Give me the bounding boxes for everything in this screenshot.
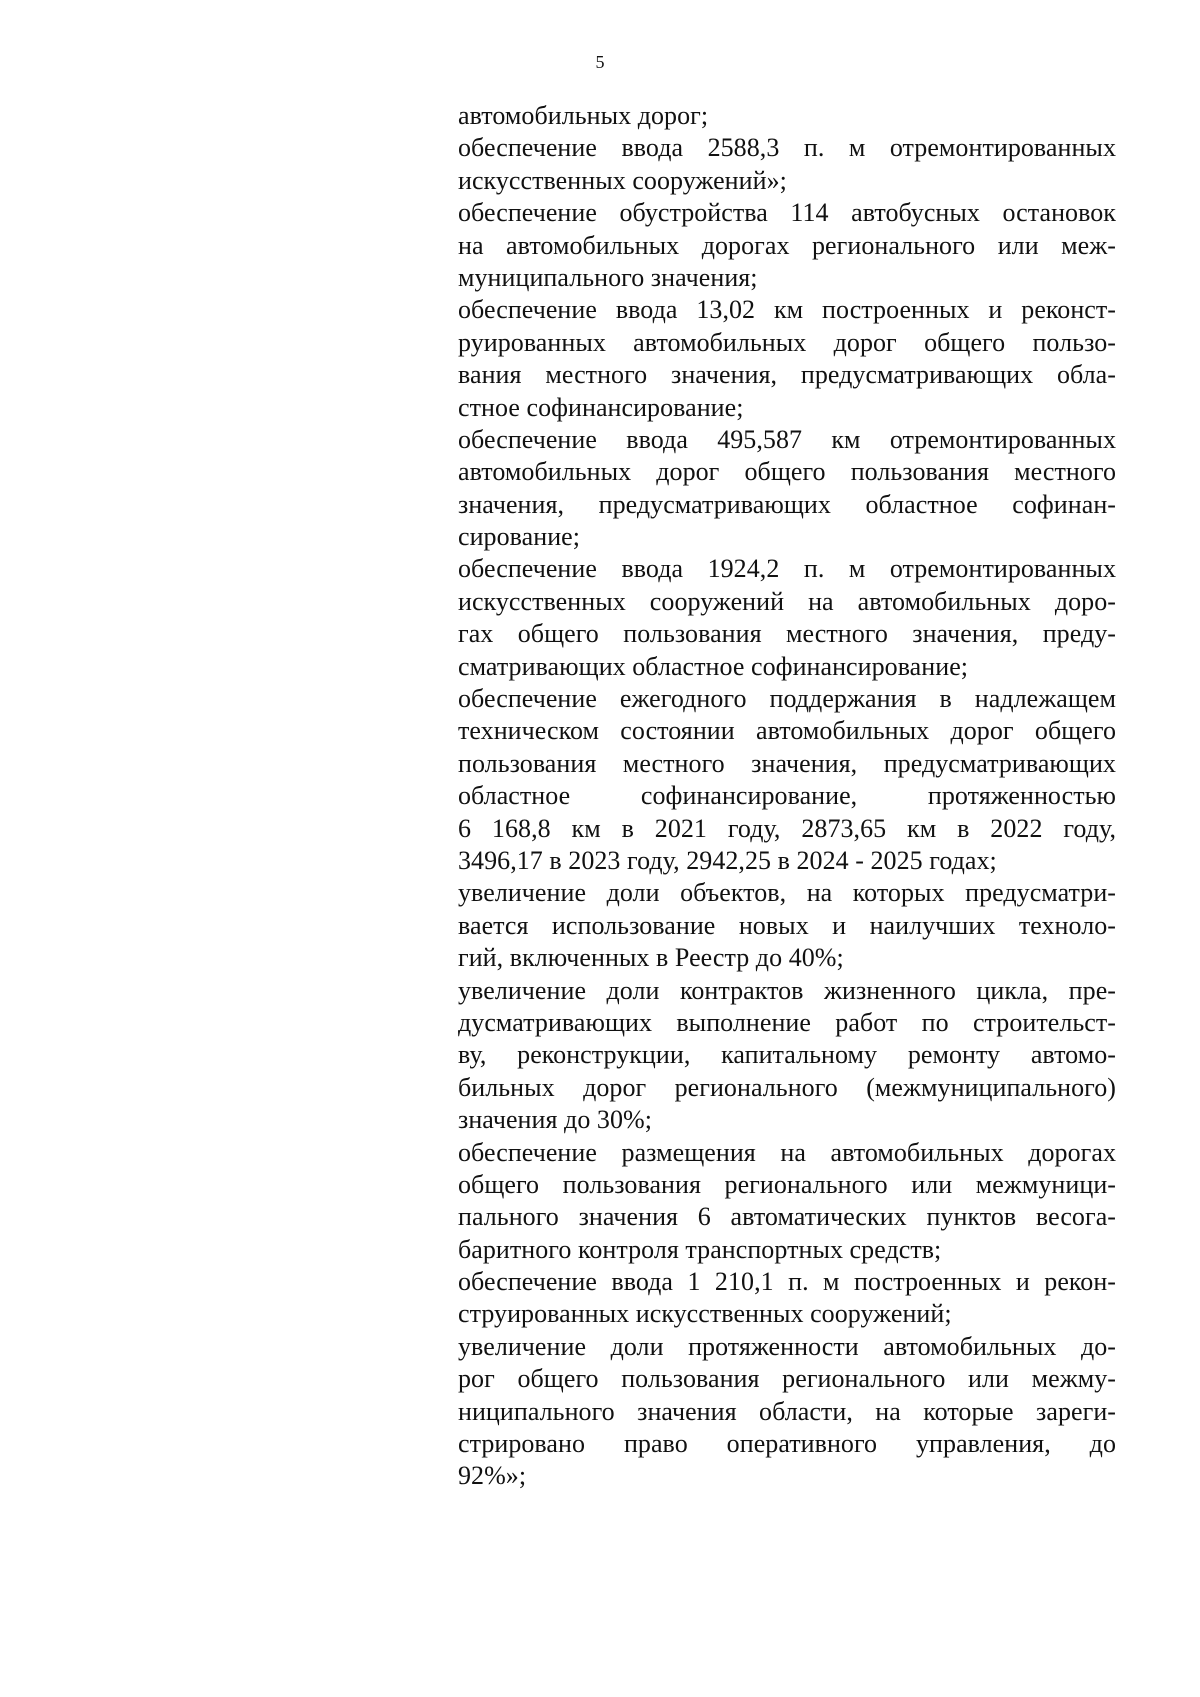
text-line: баритного контроля транспортных средств; — [458, 1234, 942, 1264]
text-line: значения, предусматривающих областное софинан- — [458, 489, 1116, 519]
paragraph — [458, 1331, 1116, 1493]
paragraph — [458, 132, 1116, 197]
paragraph — [458, 197, 1116, 294]
page-number: 5 — [595, 52, 605, 72]
text-line: ву, реконструкции, капитальному ремонту автомо- — [458, 1040, 1116, 1070]
text-line: обеспечение ежегодного поддержания в надлежащем — [458, 684, 1116, 714]
text-line: гах общего пользования местного значения, преду- — [458, 619, 1116, 649]
text-line: гий, включенных в Реестр до 40%; — [458, 943, 844, 973]
text-line: ниципального значения области, на которые зареги- — [458, 1396, 1116, 1426]
text-line: увеличение доли протяженности автомобильных до- — [458, 1331, 1116, 1361]
paragraph — [458, 294, 1116, 424]
paragraph — [458, 1266, 1116, 1331]
text-line: 3496,17 в 2023 году, 2942,25 в 2024 - 2025 годах; — [458, 845, 997, 875]
text-line: увеличение доли объектов, на которых предусматри- — [458, 878, 1116, 908]
paragraph — [458, 683, 1116, 877]
text-line: стное софинансирование; — [458, 392, 744, 422]
document-body — [458, 100, 1116, 1493]
text-line: на автомобильных дорогах регионального или меж- — [458, 230, 1116, 260]
paragraph — [458, 100, 1116, 132]
paragraph — [458, 1137, 1116, 1267]
text-line: обеспечение ввода 495,587 км отремонтированных — [458, 424, 1116, 454]
text-line: обеспечение ввода 13,02 км построенных и реконст- — [458, 295, 1116, 325]
text-line: обеспечение обустройства 114 автобусных остановок — [458, 198, 1116, 228]
text-line: 92%»; — [458, 1461, 527, 1491]
text-line: обеспечение ввода 1 210,1 п. м построенных и рекон- — [458, 1267, 1116, 1297]
text-line: искусственных сооружений»; — [458, 165, 787, 195]
text-line: значения до 30%; — [458, 1105, 652, 1135]
text-line: бильных дорог регионального (межмуниципального) — [458, 1072, 1116, 1102]
text-line: сматривающих областное софинансирование; — [458, 651, 969, 681]
text-line: искусственных сооружений на автомобильных доро- — [458, 586, 1116, 616]
text-line: руированных автомобильных дорог общего пользо- — [458, 327, 1116, 357]
text-line: вания местного значения, предусматривающих обла- — [458, 360, 1116, 390]
text-line: рог общего пользования регионального или межму- — [458, 1364, 1116, 1394]
text-line: струированных искусственных сооружений; — [458, 1299, 952, 1329]
text-line: автомобильных дорог; — [458, 101, 709, 130]
text-line: увеличение доли контрактов жизненного цикла, пре- — [458, 975, 1116, 1005]
text-line: 6 168,8 км в 2021 году, 2873,65 км в 2022 году, — [458, 813, 1116, 843]
text-line: общего пользования регионального или межмуници- — [458, 1169, 1116, 1199]
text-line: сирование; — [458, 522, 581, 552]
text-line: дусматривающих выполнение работ по строительст- — [458, 1007, 1116, 1037]
text-line: пального значения 6 автоматических пунктов весога- — [458, 1202, 1116, 1232]
paragraph — [458, 553, 1116, 683]
paragraph — [458, 975, 1116, 1137]
text-line: муниципального значения; — [458, 262, 758, 292]
paragraph — [458, 877, 1116, 974]
text-line: обеспечение ввода 2588,3 п. м отремонтированных — [458, 133, 1116, 163]
text-line: автомобильных дорог общего пользования местного — [458, 457, 1116, 487]
text-line: обеспечение размещения на автомобильных дорогах — [458, 1137, 1116, 1167]
paragraph — [458, 424, 1116, 554]
text-line: областное софинансирование, протяженностью — [458, 781, 1116, 811]
text-line: стрировано право оперативного управления, до — [458, 1429, 1116, 1459]
text-line: пользования местного значения, предусматривающих — [458, 748, 1116, 778]
text-line: вается использование новых и наилучших техноло- — [458, 910, 1116, 940]
text-line: обеспечение ввода 1924,2 п. м отремонтированных — [458, 554, 1116, 584]
text-line: техническом состоянии автомобильных дорог общего — [458, 716, 1116, 746]
